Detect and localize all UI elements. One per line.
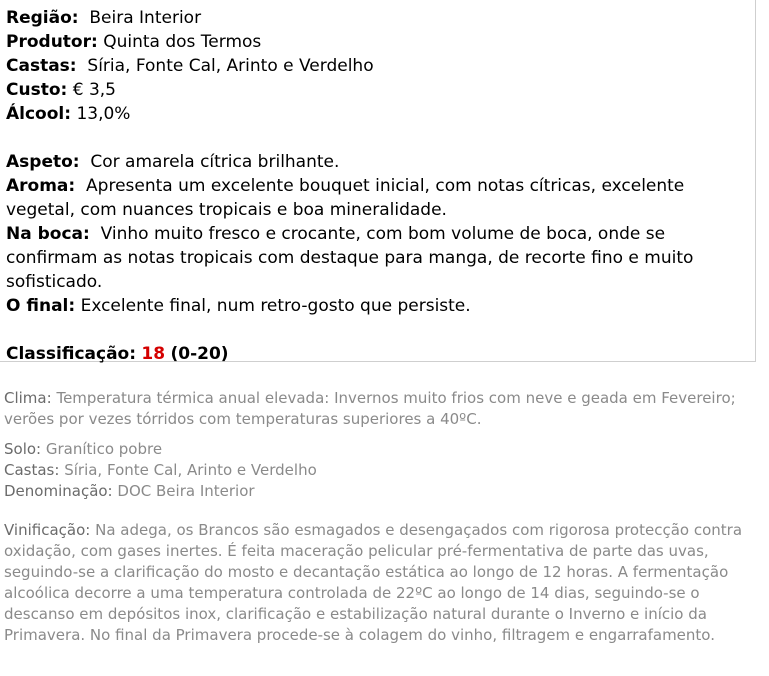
aroma-value: Apresenta um excelente bouquet inicial, com notas cítricas, excelente vegetal, com nuances tropicais e boa mineralidade. <box>6 176 685 220</box>
produtor-value: Quinta dos Termos <box>103 32 262 52</box>
alcool-label: Álcool: <box>6 104 72 124</box>
vinificacao-label: Vinificação: <box>4 521 91 539</box>
aroma-label: Aroma: <box>6 176 76 196</box>
custo-label: Custo: <box>6 80 68 100</box>
denominacao-label: Denominação: <box>4 482 113 500</box>
classificacao-label: Classificação: <box>6 344 137 364</box>
denominacao-value: DOC Beira Interior <box>117 482 255 500</box>
castas-detail-label: Castas: <box>4 461 60 479</box>
castas-row <box>6 54 755 78</box>
regiao-value: Beira Interior <box>89 8 202 28</box>
final-row <box>6 294 755 318</box>
classificacao-row <box>6 342 755 366</box>
aspeto-value: Cor amarela cítrica brilhante. <box>90 152 340 172</box>
spacer <box>6 318 755 342</box>
castas-value: Síria, Fonte Cal, Arinto e Verdelho <box>87 56 374 76</box>
vinificacao-value: Na adega, os Brancos são esmagados e desengaçados com rigorosa protecção contra oxidação, com gases inertes. É feita maceração pelicular pré-fermentativa de parte das uvas, seguindo-se a clarificação do mosto e decantação estática ao longo de 12 horas. A fermentação alcoólica decorre a uma temperatura controlada de 22ºC ao longo de 14 dias, seguindo-se o descanso em depósitos inox, clarificação e estabilização natural durante o Inverno e início da Primavera. No final da Primavera procede-se à colagem do vinho, filtragem e engarrafamento. <box>4 521 743 644</box>
custo-row <box>6 78 755 102</box>
clima-value: Temperatura térmica anual elevada: Invernos muito frios com neve e geada em Fevereiro; verões por vezes tórridos com temperaturas superiores a 40ºC. <box>4 389 736 428</box>
aspeto-label: Aspeto: <box>6 152 80 172</box>
solo-row <box>4 439 754 460</box>
aspeto-row <box>6 150 755 174</box>
alcool-value: 13,0% <box>76 104 131 124</box>
classificacao-range: (0-20) <box>170 344 229 364</box>
spacer <box>4 502 754 511</box>
custo-value: € 3,5 <box>72 80 116 100</box>
boca-row <box>6 222 755 294</box>
classificacao-score: 18 <box>141 344 166 364</box>
clima-label: Clima: <box>4 389 52 407</box>
spacer <box>4 430 754 439</box>
solo-label: Solo: <box>4 440 42 458</box>
denominacao-row <box>4 481 754 502</box>
boca-label: Na boca: <box>6 224 90 244</box>
boca-value: Vinho muito fresco e crocante, com bom volume de boca, onde se confirmam as notas tropicais com destaque para manga, de recorte fino e muito sofisticado. <box>6 224 694 292</box>
wine-technical-details <box>4 388 754 646</box>
spacer <box>4 511 754 520</box>
regiao-row <box>6 6 755 30</box>
produtor-row <box>6 30 755 54</box>
alcool-row <box>6 102 755 126</box>
clima-row <box>4 388 754 430</box>
solo-value: Granítico pobre <box>45 440 163 458</box>
castas-detail-value: Síria, Fonte Cal, Arinto e Verdelho <box>64 461 317 479</box>
aroma-row <box>6 174 755 222</box>
final-label: O final: <box>6 296 76 316</box>
regiao-label: Região: <box>6 8 79 28</box>
produtor-label: Produtor: <box>6 32 98 52</box>
vinificacao-row <box>4 520 754 646</box>
final-value: Excelente final, num retro-gosto que persiste. <box>80 296 471 316</box>
castas-detail-row <box>4 460 754 481</box>
spacer <box>6 126 755 150</box>
castas-label: Castas: <box>6 56 77 76</box>
